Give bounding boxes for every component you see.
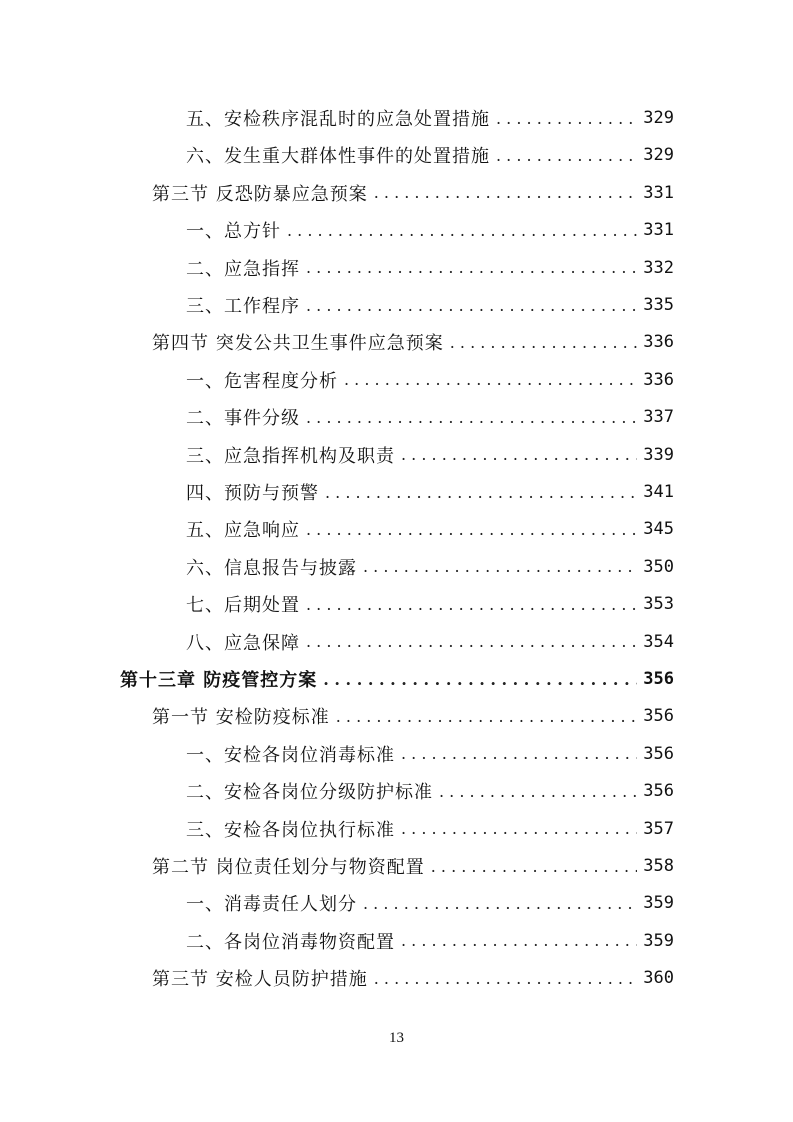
toc-entry-page: 357 <box>643 818 674 839</box>
toc-entry[interactable] <box>186 885 674 921</box>
toc-entry-title: 第四节 突发公共卫生事件应急预案 <box>152 333 444 355</box>
toc-dot-leader <box>306 408 637 427</box>
toc-entry[interactable] <box>186 399 674 435</box>
toc-dot-leader <box>323 670 637 689</box>
toc-entry-page: 336 <box>643 369 674 390</box>
toc-entry-title: 三、安检各岗位执行标准 <box>186 819 395 841</box>
toc-entry[interactable] <box>186 511 674 547</box>
toc-dot-leader <box>287 221 637 240</box>
toc-entry-page: 354 <box>643 631 674 652</box>
toc-entry-page: 358 <box>643 856 674 876</box>
page-number: 13 <box>389 1030 404 1046</box>
toc-dot-leader <box>401 744 637 763</box>
toc-entry[interactable] <box>186 137 674 173</box>
toc-entry-page: 332 <box>643 257 674 278</box>
toc-entry-title: 三、应急指挥机构及职责 <box>186 445 395 467</box>
toc-entry-page: 359 <box>643 930 674 951</box>
toc-dot-leader <box>306 632 637 651</box>
toc-entry[interactable] <box>186 736 674 772</box>
toc-entry-page: 356 <box>643 669 674 689</box>
toc-entry-page: 350 <box>643 556 674 577</box>
toc-dot-leader <box>496 146 637 165</box>
toc-entry-page: 335 <box>643 295 674 315</box>
toc-entry-page: 337 <box>643 407 674 428</box>
toc-dot-leader <box>374 969 638 988</box>
toc-entry-title: 八、应急保障 <box>186 632 300 654</box>
toc-entry-page: 339 <box>643 444 674 465</box>
toc-dot-leader <box>325 483 637 502</box>
toc-dot-leader <box>374 183 638 202</box>
toc-entry-page: 345 <box>643 519 674 540</box>
toc-dot-leader <box>401 931 637 950</box>
toc-entry-page: 359 <box>643 893 674 914</box>
toc-entry-page: 356 <box>643 743 674 764</box>
toc-entry[interactable] <box>186 811 674 847</box>
toc-entry-title: 一、总方针 <box>186 221 281 243</box>
toc-dot-leader <box>336 707 638 726</box>
toc-entry-title: 五、应急响应 <box>186 520 300 542</box>
toc-entry-page: 331 <box>643 182 674 203</box>
toc-entry-title: 一、危害程度分析 <box>186 370 338 392</box>
toc-entry-page: 329 <box>643 108 674 128</box>
toc-entry[interactable] <box>186 250 674 286</box>
toc-entry-title: 四、预防与预警 <box>186 483 319 504</box>
toc-entry-title: 一、安检各岗位消毒标准 <box>186 744 395 766</box>
toc-dot-leader <box>306 595 637 614</box>
toc-entry-title: 三、工作程序 <box>186 296 300 317</box>
toc-dot-leader <box>363 894 637 913</box>
toc-entry-title: 六、信息报告与披露 <box>186 557 357 579</box>
toc-entry-title: 二、安检各岗位分级防护标准 <box>186 782 433 804</box>
toc-entry[interactable] <box>186 212 674 248</box>
toc-entry[interactable] <box>152 175 674 211</box>
toc-entry-page: 336 <box>643 332 674 353</box>
toc-entry[interactable] <box>152 698 674 734</box>
toc-entry-page: 329 <box>643 145 674 166</box>
toc-dot-leader <box>401 819 637 838</box>
toc-dot-leader <box>431 857 638 876</box>
toc-dot-leader <box>306 258 637 277</box>
toc-entry[interactable] <box>186 362 674 398</box>
toc-entry[interactable] <box>186 437 674 473</box>
toc-entry[interactable] <box>120 661 674 697</box>
toc-entry-title: 二、应急指挥 <box>186 258 300 280</box>
toc-entry-title: 第二节 岗位责任划分与物资配置 <box>152 857 425 878</box>
toc-entry-title: 二、各岗位消毒物资配置 <box>186 931 395 953</box>
toc-entry[interactable] <box>152 960 674 996</box>
toc-entry[interactable] <box>186 624 674 660</box>
toc-entry-title: 第一节 安检防疫标准 <box>152 707 330 729</box>
toc-dot-leader <box>306 520 637 539</box>
toc-dot-leader <box>401 445 637 464</box>
toc-entry-title: 一、消毒责任人划分 <box>186 894 357 916</box>
toc-entry-page: 360 <box>643 968 674 989</box>
toc-entry[interactable] <box>186 474 674 510</box>
toc-entry-page: 356 <box>643 781 674 802</box>
toc-dot-leader <box>496 109 637 128</box>
toc-entry-title: 第三节 反恐防暴应急预案 <box>152 183 368 205</box>
toc-entry[interactable] <box>152 848 674 884</box>
toc-dot-leader <box>306 296 637 315</box>
toc-entry[interactable] <box>186 773 674 809</box>
toc-entry-title: 二、事件分级 <box>186 408 300 430</box>
toc-entry[interactable] <box>152 324 674 360</box>
toc-entry-page: 356 <box>643 706 674 727</box>
toc-entry[interactable] <box>186 100 674 136</box>
toc-dot-leader <box>450 333 638 352</box>
toc-dot-leader <box>439 782 637 801</box>
toc-entry-title: 第三节 安检人员防护措施 <box>152 969 368 991</box>
toc-dot-leader <box>363 557 637 576</box>
toc-entry-page: 341 <box>643 482 674 502</box>
toc-entry-page: 331 <box>643 220 674 241</box>
toc-entry[interactable] <box>186 287 674 323</box>
toc-entry-title: 第十三章 防疫管控方案 <box>120 670 318 691</box>
toc-entry[interactable] <box>186 549 674 585</box>
toc-entry[interactable] <box>186 586 674 622</box>
toc-entry[interactable] <box>186 923 674 959</box>
toc-entry-title: 六、发生重大群体性事件的处置措施 <box>186 146 490 168</box>
toc-entry-title: 七、后期处置 <box>186 595 300 617</box>
toc-dot-leader <box>344 370 637 389</box>
toc-entry-page: 353 <box>643 594 674 615</box>
toc-entry-title: 五、安检秩序混乱时的应急处置措施 <box>186 109 490 130</box>
